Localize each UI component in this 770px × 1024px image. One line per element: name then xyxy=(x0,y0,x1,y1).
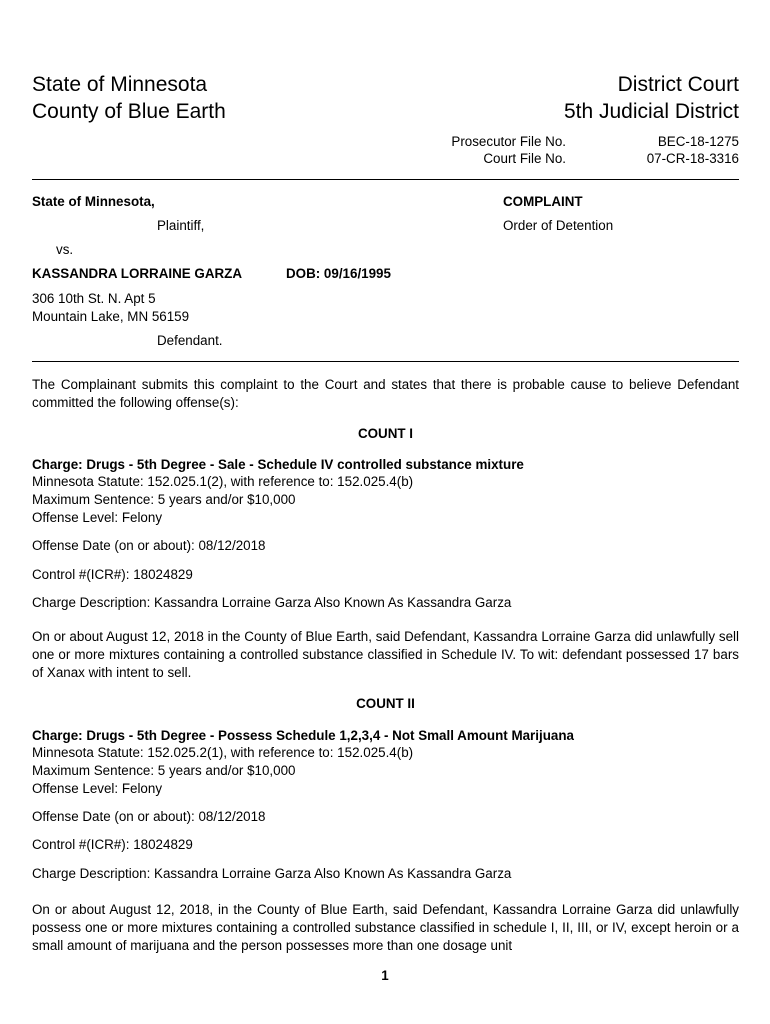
court-county: County of Blue Earth xyxy=(32,100,226,123)
count-narrative: On or about August 12, 2018, in the County of Blue Earth, said Defendant, Kassandra Lorraine Garza did unlawfully possess one or more mixtures containing a controlled substance classified in schedule I, II, III, or IV, except heroin or a small amount of marijuana and the person possesses more than one dosage unit xyxy=(32,902,739,953)
page-number: 1 xyxy=(381,968,389,983)
defendant-address-line2: Mountain Lake, MN 56159 xyxy=(32,309,190,324)
count-max-sentence: Maximum Sentence: 5 years and/or $10,000 xyxy=(32,492,296,507)
complaint-intro: The Complainant submits this complaint to the Court and states that there is probable cause to believe Defendant committed the following offense(s): xyxy=(32,377,739,410)
count-offense-level: Offense Level: Felony xyxy=(32,510,163,525)
caption-divider xyxy=(32,361,739,362)
count-offense-date: Offense Date (on or about): 08/12/2018 xyxy=(32,538,266,553)
count-control-number: Control #(ICR#): 18024829 xyxy=(32,567,193,582)
document-type: COMPLAINT xyxy=(503,194,583,209)
count-charge: Charge: Drugs - 5th Degree - Possess Schedule 1,2,3,4 - Not Small Amount Marijuana xyxy=(32,728,574,743)
court-file-value: 07-CR-18-3316 xyxy=(646,151,739,166)
defendant-role: Defendant. xyxy=(157,333,223,348)
count-offense-level: Offense Level: Felony xyxy=(32,781,163,796)
count-max-sentence: Maximum Sentence: 5 years and/or $10,000 xyxy=(32,763,296,778)
count-control-number: Control #(ICR#): 18024829 xyxy=(32,837,193,852)
defendant-dob: DOB: 09/16/1995 xyxy=(286,266,391,281)
document-subtype: Order of Detention xyxy=(503,218,614,233)
prosecutor-file-value: BEC-18-1275 xyxy=(657,134,739,149)
count-charge-description: Charge Description: Kassandra Lorraine Garza Also Known As Kassandra Garza xyxy=(32,866,512,881)
court-state: State of Minnesota xyxy=(32,73,208,96)
count-heading: COUNT II xyxy=(356,696,415,711)
header-divider xyxy=(32,179,739,180)
plaintiff-name: State of Minnesota, xyxy=(32,194,155,209)
prosecutor-file-label: Prosecutor File No. xyxy=(451,134,566,149)
count-narrative: On or about August 12, 2018 in the County of Blue Earth, said Defendant, Kassandra Lorraine Garza did unlawfully sell one or more mixtures containing a controlled substance classified in Schedule IV. To wit: defendant possessed 17 bars of Xanax with intent to sell. xyxy=(32,629,739,680)
count-statute: Minnesota Statute: 152.025.1(2), with reference to: 152.025.4(b) xyxy=(32,474,414,489)
count-heading: COUNT I xyxy=(357,426,414,441)
count-charge: Charge: Drugs - 5th Degree - Sale - Schedule IV controlled substance mixture xyxy=(32,457,524,472)
plaintiff-role: Plaintiff, xyxy=(157,218,205,233)
defendant-address-line1: 306 10th St. N. Apt 5 xyxy=(32,291,156,306)
count-charge-description: Charge Description: Kassandra Lorraine Garza Also Known As Kassandra Garza xyxy=(32,595,512,610)
court-district: 5th Judicial District xyxy=(563,100,739,123)
court-file-label: Court File No. xyxy=(483,151,566,166)
count-statute: Minnesota Statute: 152.025.2(1), with reference to: 152.025.4(b) xyxy=(32,745,414,760)
versus-label: vs. xyxy=(56,242,74,257)
defendant-name: KASSANDRA LORRAINE GARZA xyxy=(32,266,243,281)
count-offense-date: Offense Date (on or about): 08/12/2018 xyxy=(32,809,266,824)
court-name: District Court xyxy=(617,73,739,96)
